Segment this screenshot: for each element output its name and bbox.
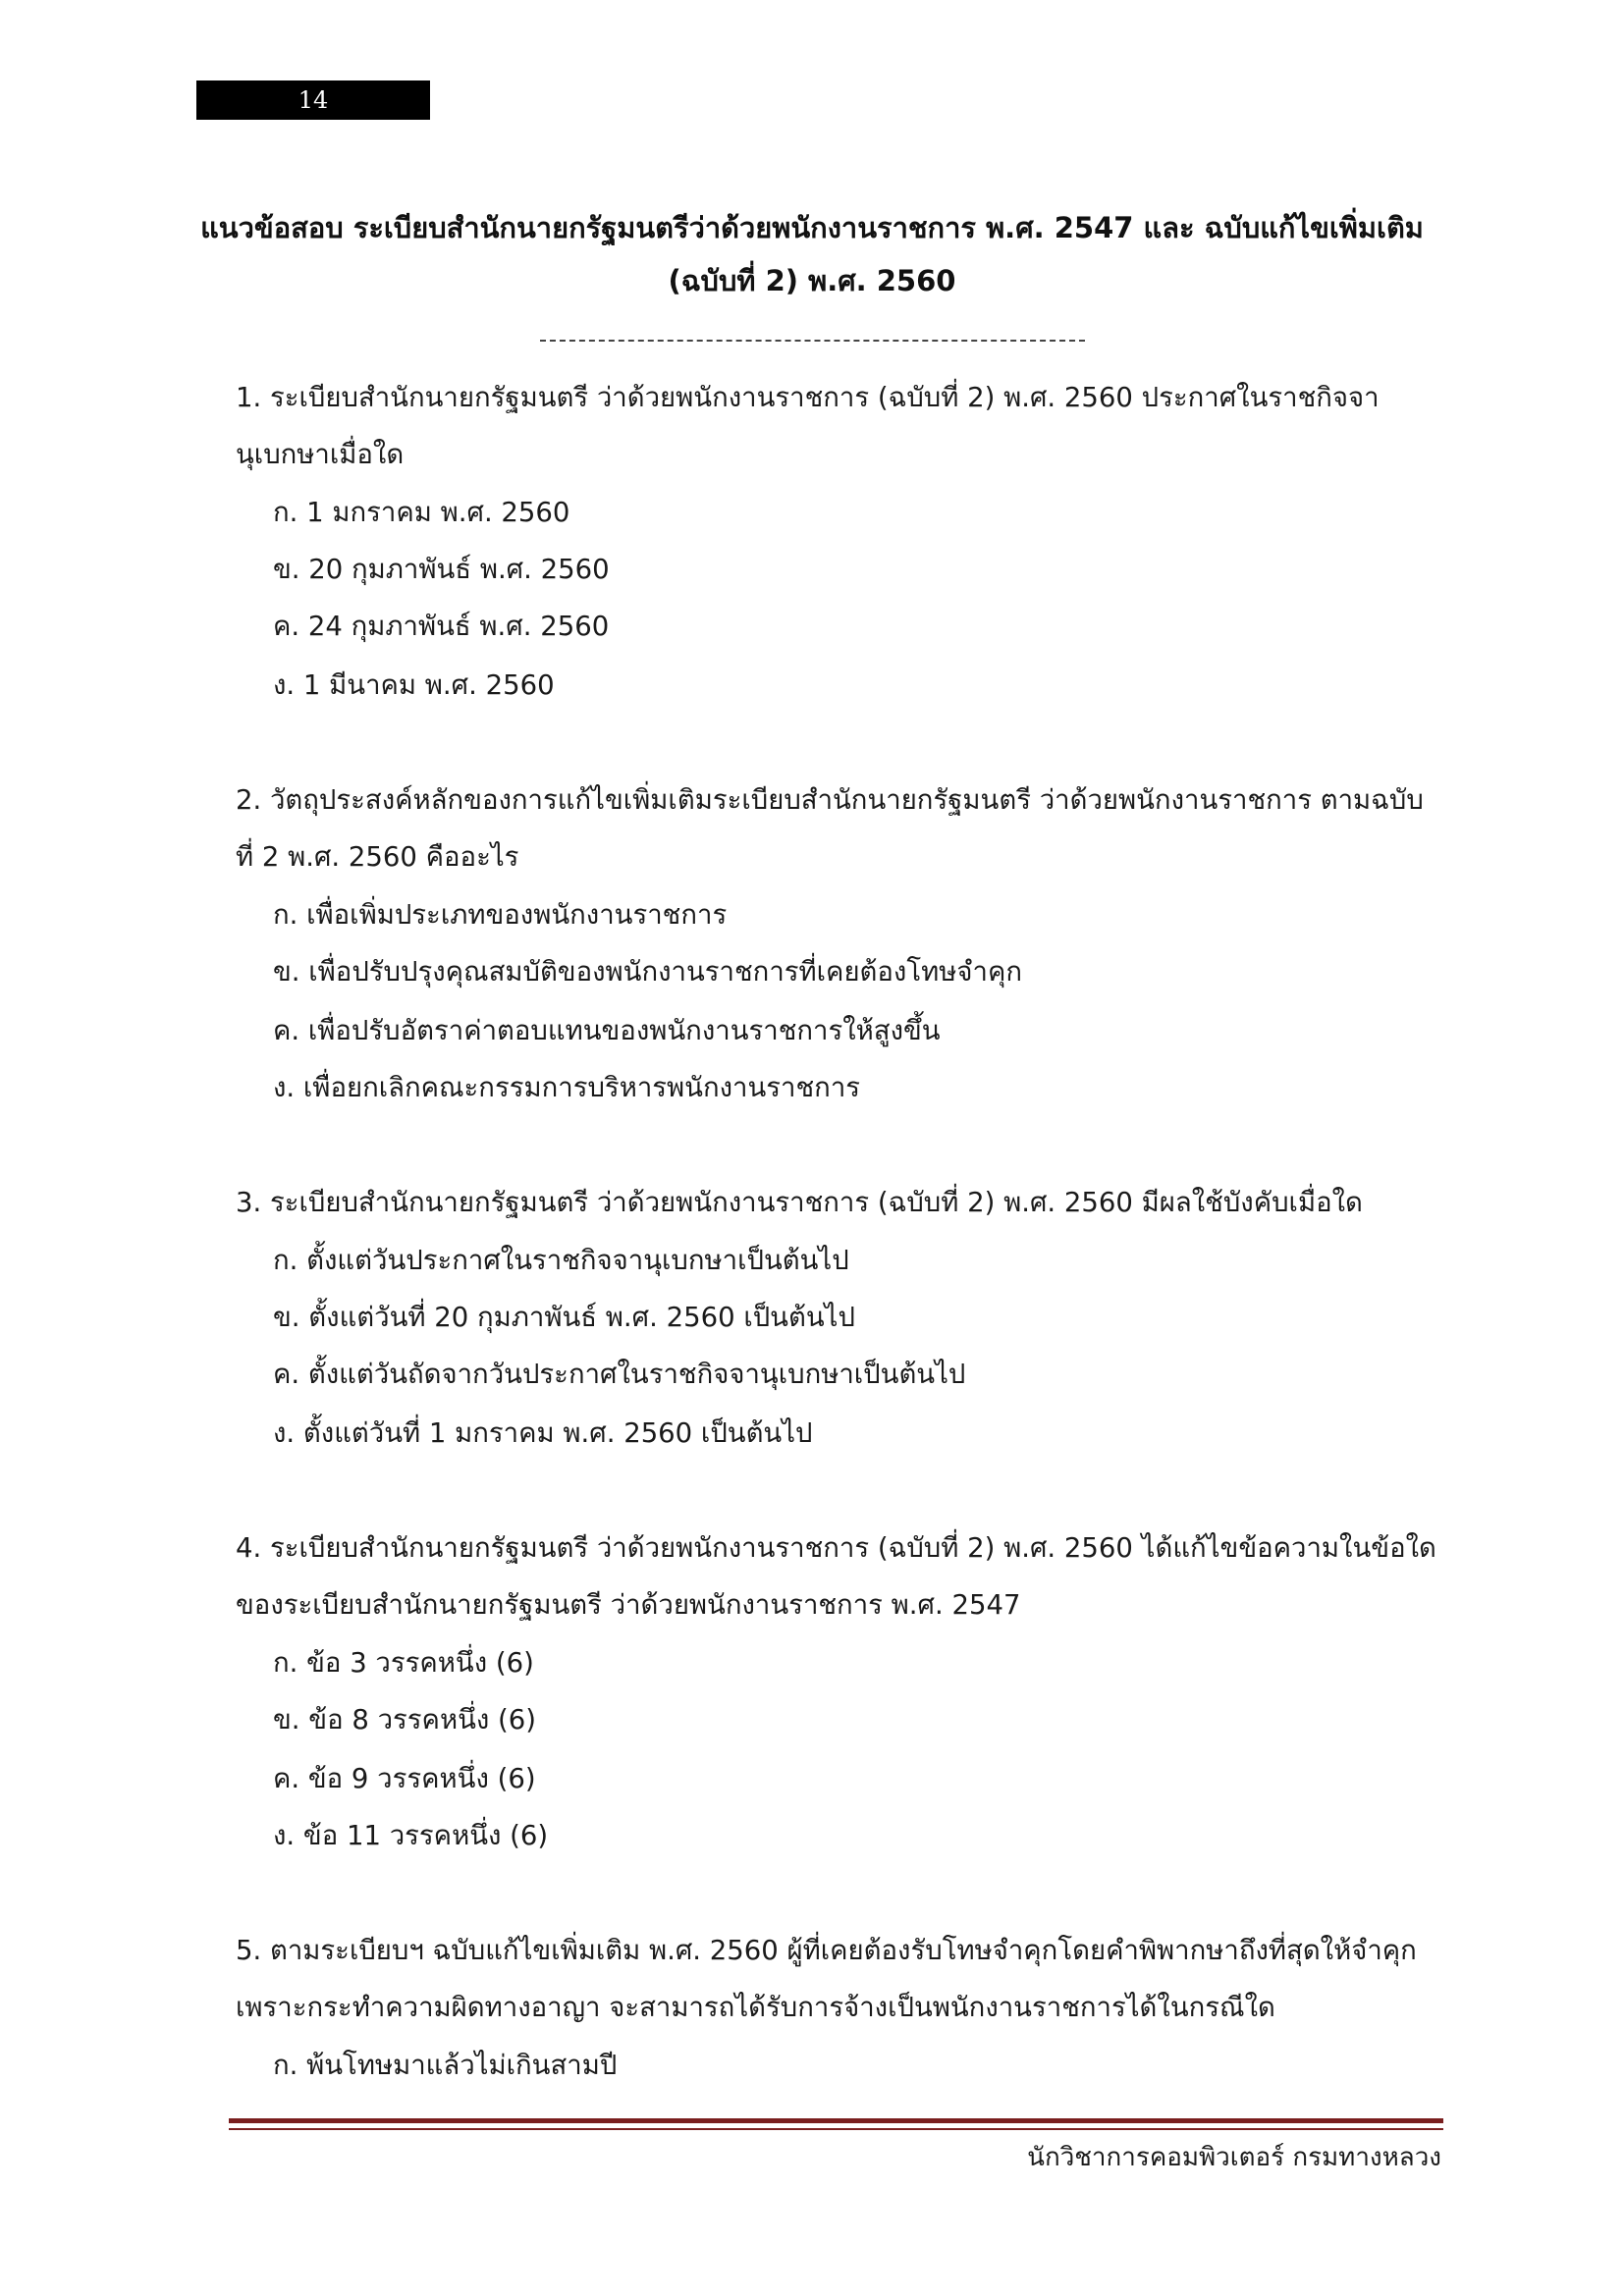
question-4-option-b: ข. ข้อ 8 วรรคหนึ่ง (6) bbox=[273, 1704, 537, 1735]
question-5-text: 5. ตามระเบียบฯ ฉบับแก้ไขเพิ่มเติม พ.ศ. 2560 ผู้ที่เคยต้องรับโทษจำคุกโดยคำพิพากษาถึงที่สุดให้จำคุก bbox=[236, 1935, 1417, 1966]
question-2-option-d: ง. เพื่อยกเลิกคณะกรรมการบริหารพนักงานราชการ bbox=[273, 1072, 861, 1103]
question-4-option-c: ค. ข้อ 9 วรรคหนึ่ง (6) bbox=[273, 1763, 536, 1794]
footer-author: นักวิชาการคอมพิวเตอร์ กรมทางหลวง bbox=[1027, 2143, 1441, 2172]
question-1-option-d: ง. 1 มีนาคม พ.ศ. 2560 bbox=[273, 669, 555, 701]
question-4-option-d: ง. ข้อ 11 วรรคหนึ่ง (6) bbox=[273, 1820, 549, 1851]
question-3-text: 3. ระเบียบสำนักนายกรัฐมนตรี ว่าด้วยพนักงานราชการ (ฉบับที่ 2) พ.ศ. 2560 มีผลใช้บังคับเมื่อใด bbox=[236, 1187, 1363, 1218]
question-4-text-continued: ของระเบียบสำนักนายกรัฐมนตรี ว่าด้วยพนักงานราชการ พ.ศ. 2547 bbox=[236, 1589, 1021, 1621]
question-3-option-d: ง. ตั้งแต่วันที่ 1 มกราคม พ.ศ. 2560 เป็นต้นไป bbox=[273, 1417, 813, 1449]
question-2-text: 2. วัตถุประสงค์หลักของการแก้ไขเพิ่มเติมระเบียบสำนักนายกรัฐมนตรี ว่าด้วยพนักงานราชการ ตามฉบับ bbox=[236, 784, 1424, 816]
question-4-option-a: ก. ข้อ 3 วรรคหนึ่ง (6) bbox=[273, 1647, 534, 1679]
question-3-option-a: ก. ตั้งแต่วันประกาศในราชกิจจานุเบกษาเป็นต้นไป bbox=[273, 1245, 849, 1276]
question-3-option-c: ค. ตั้งแต่วันถัดจากวันประกาศในราชกิจจานุเบกษาเป็นต้นไป bbox=[273, 1359, 966, 1390]
question-1-option-b: ข. 20 กุมภาพันธ์ พ.ศ. 2560 bbox=[273, 554, 610, 585]
question-5-option-a: ก. พ้นโทษมาแล้วไม่เกินสามปี bbox=[273, 2050, 618, 2081]
question-2-option-b: ข. เพื่อปรับปรุงคุณสมบัติของพนักงานราชการที่เคยต้องโทษจำคุก bbox=[273, 956, 1022, 988]
question-1-text-continued: นุเบกษาเมื่อใด bbox=[236, 439, 405, 470]
question-1-option-a: ก. 1 มกราคม พ.ศ. 2560 bbox=[273, 497, 570, 528]
question-4-text: 4. ระเบียบสำนักนายกรัฐมนตรี ว่าด้วยพนักงานราชการ (ฉบับที่ 2) พ.ศ. 2560 ได้แก้ไขข้อความในข้อใด bbox=[236, 1532, 1436, 1564]
question-2-option-a: ก. เพื่อเพิ่มประเภทของพนักงานราชการ bbox=[273, 899, 728, 931]
footer-rule bbox=[229, 2118, 1443, 2130]
title-separator bbox=[540, 340, 1085, 342]
document-title-line-2: (ฉบับที่ 2) พ.ศ. 2560 bbox=[668, 264, 956, 297]
question-5-text-continued: เพราะกระทำความผิดทางอาญา จะสามารถได้รับการจ้างเป็นพนักงานราชการได้ในกรณีใด bbox=[236, 1992, 1275, 2023]
question-1-option-c: ค. 24 กุมภาพันธ์ พ.ศ. 2560 bbox=[273, 611, 610, 642]
question-3-option-b: ข. ตั้งแต่วันที่ 20 กุมภาพันธ์ พ.ศ. 2560 เป็นต้นไป bbox=[273, 1302, 855, 1333]
question-2-text-continued: ที่ 2 พ.ศ. 2560 คืออะไร bbox=[236, 841, 519, 873]
question-2-option-c: ค. เพื่อปรับอัตราค่าตอบแทนของพนักงานราชการให้สูงขึ้น bbox=[273, 1015, 941, 1046]
page-number-badge: 14 bbox=[196, 80, 430, 120]
document-title-line-1: แนวข้อสอบ ระเบียบสำนักนายกรัฐมนตรีว่าด้วยพนักงานราชการ พ.ศ. 2547 และ ฉบับแก้ไขเพิ่มเติม bbox=[200, 211, 1424, 244]
question-1-text: 1. ระเบียบสำนักนายกรัฐมนตรี ว่าด้วยพนักงานราชการ (ฉบับที่ 2) พ.ศ. 2560 ประกาศในราชกิจจา bbox=[236, 382, 1380, 413]
